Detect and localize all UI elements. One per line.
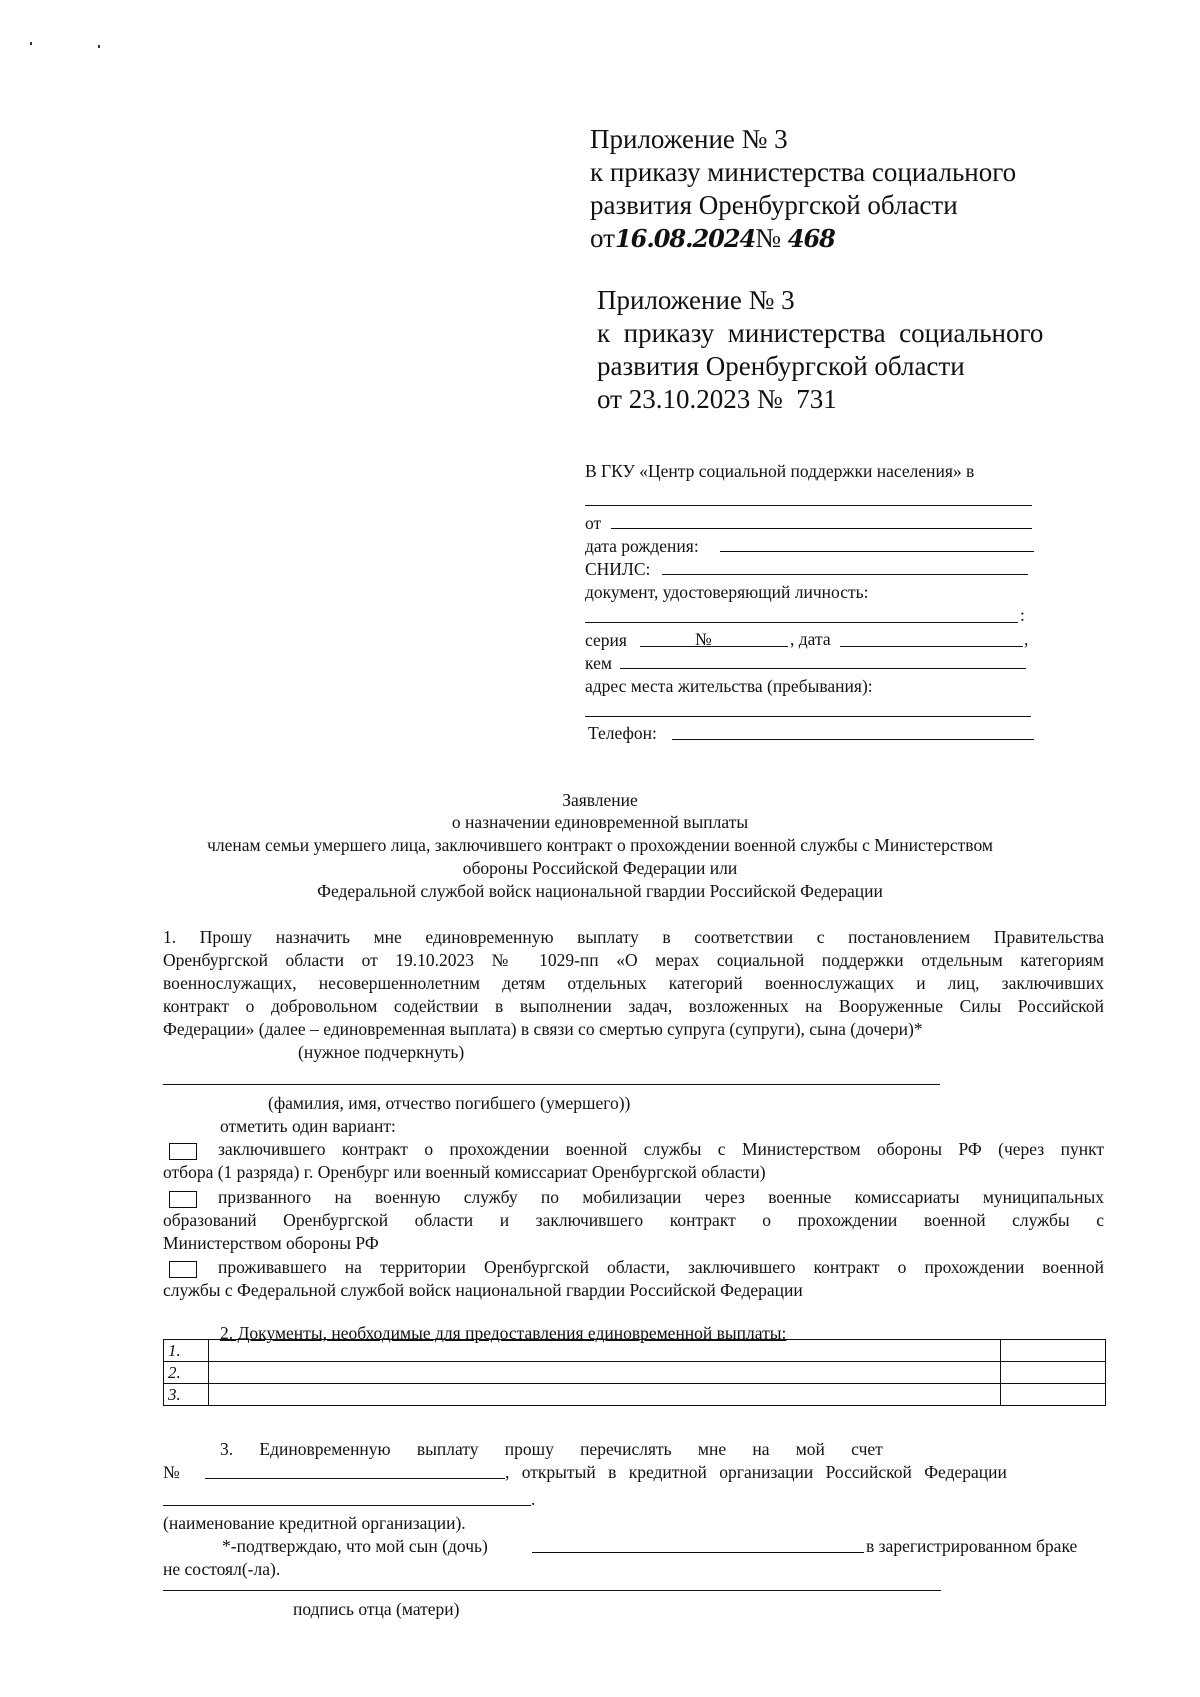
account-opened-text: , открытый в кредитной организации Российской Федерации <box>505 1462 1007 1482</box>
document-extra-cell[interactable] <box>1001 1384 1106 1406</box>
appendix-date-line <box>590 222 1016 255</box>
table-row <box>164 1384 1106 1406</box>
document-subtitle-line: обороны Российской Федерации или <box>462 858 738 878</box>
confirm-line-2: не состоял(-ла). <box>163 1559 281 1579</box>
option-3-text: проживавшего на территории Оренбургской области, заключившего контракт о прохождении военной <box>218 1257 1104 1277</box>
option-3-checkbox[interactable] <box>169 1261 197 1278</box>
underline-note: (нужное подчеркнуть) <box>298 1042 465 1062</box>
addressee-to: В ГКУ «Центр социальной поддержки населения» в <box>585 461 975 481</box>
option-2-checkbox[interactable] <box>169 1191 197 1208</box>
documents-table <box>163 1339 1106 1406</box>
series-field[interactable] <box>640 646 788 647</box>
confirm-suffix: в зарегистрированном браке <box>866 1536 1078 1556</box>
handwritten-number: 468 <box>787 224 835 253</box>
birth-date-label: дата рождения: <box>585 536 699 556</box>
document-name-cell[interactable] <box>209 1362 1001 1384</box>
issue-date-comma: , <box>1024 629 1029 649</box>
paragraph-line: 1. Прошу назначить мне единовременную выплату в соответствии с постановлением Правительства <box>163 927 1104 947</box>
handwritten-date: 16.08.2024 <box>614 224 756 253</box>
id-document-label: документ, удостоверяющий личность: <box>585 582 869 602</box>
payment-line: 3. Единовременную выплату прошу перечислять мне на мой счет <box>220 1439 883 1459</box>
appendix-previous <box>597 284 1043 416</box>
issue-date-label: , дата <box>790 629 831 649</box>
paragraph-line: контракт о добровольном содействии в выполнении задач, возложенных на Вооруженные Силы Российской <box>163 996 1104 1016</box>
deceased-name-field[interactable] <box>163 1084 940 1085</box>
bank-name-field[interactable] <box>163 1505 531 1506</box>
document-extra-cell[interactable] <box>1001 1362 1106 1384</box>
option-2-text-cont: образований Оренбургской области и заключившего контракт о прохождении военной службы с <box>163 1210 1104 1230</box>
option-3-text-cont: службы с Федеральной службой войск национальной гвардии Российской Федерации <box>163 1280 803 1300</box>
issue-date-field[interactable] <box>840 646 1023 647</box>
option-1-checkbox[interactable] <box>169 1143 197 1160</box>
snils-field[interactable] <box>662 574 1028 575</box>
row-number: 2. <box>164 1362 209 1384</box>
series-label: серия <box>585 630 627 650</box>
row-number: 3. <box>164 1384 209 1406</box>
choose-one-label: отметить один вариант: <box>220 1116 396 1136</box>
appendix-title: Приложение № 3 <box>590 124 788 154</box>
document-subtitle-line: Федеральной службой войск национальной гвардии Российской Федерации <box>317 881 883 901</box>
birth-date-field[interactable] <box>720 551 1034 552</box>
account-number-label: № <box>163 1462 180 1482</box>
appendix-title: Приложение № 3 <box>597 285 795 315</box>
deceased-name-caption: (фамилия, имя, отчество погибшего (умершего)) <box>268 1093 631 1113</box>
document-subtitle-line: членам семьи умершего лица, заключившего контракт о прохождении военной службы с Министерством <box>207 835 993 855</box>
signature-field[interactable] <box>163 1590 941 1591</box>
issued-by-label: кем <box>585 653 612 673</box>
addressee-office-line[interactable] <box>585 505 1032 506</box>
row-number: 1. <box>164 1340 209 1362</box>
option-1-text: заключившего контракт о прохождении военной службы с Министерством обороны РФ (через пункт <box>218 1139 1104 1159</box>
paragraph-line: Федерации» (далее – единовременная выплата) в связи со смертью супруга (супруги), сына (дочери)* <box>163 1019 923 1039</box>
document-subtitle: о назначении единовременной выплаты <box>451 812 749 832</box>
confirm-prefix: *-подтверждаю, что мой сын (дочь) <box>222 1536 488 1556</box>
date-prefix: от <box>590 223 615 253</box>
appendix-date-line: от 23.10.2023 № 731 <box>597 384 837 414</box>
son-name-field[interactable] <box>532 1552 864 1553</box>
snils-label: СНИЛС: <box>585 559 651 579</box>
account-number-field[interactable] <box>205 1478 505 1479</box>
signature-caption: подпись отца (матери) <box>293 1599 460 1619</box>
scan-speck <box>98 45 100 48</box>
table-row <box>164 1362 1106 1384</box>
document-extra-cell[interactable] <box>1001 1340 1106 1362</box>
appendix-current <box>590 123 1016 255</box>
appendix-order-line: к приказу министерства социального <box>590 157 1017 187</box>
option-2-text-cont: Министерством обороны РФ <box>163 1233 379 1253</box>
address-field[interactable] <box>585 716 1031 717</box>
passport-number-label: № <box>695 629 712 649</box>
bank-name-caption: (наименование кредитной организации). <box>163 1513 466 1533</box>
phone-field[interactable] <box>672 739 1034 740</box>
document-name-cell[interactable] <box>209 1384 1001 1406</box>
id-document-field[interactable] <box>585 622 1018 623</box>
id-document-colon: : <box>1020 605 1025 625</box>
document-name-cell[interactable] <box>209 1340 1001 1362</box>
document-title: Заявление <box>562 790 638 810</box>
issued-by-field[interactable] <box>620 668 1026 669</box>
table-row <box>164 1340 1106 1362</box>
appendix-ministry-line: развития Оренбургской области <box>597 351 965 381</box>
option-1-text-cont: отбора (1 разряда) г. Оренбург или военный комиссариат Оренбургской области) <box>163 1162 766 1182</box>
from-field[interactable] <box>611 528 1032 529</box>
bank-name-dot: . <box>531 1489 536 1509</box>
option-2-text: призванного на военную службу по мобилизации через военные комиссариаты муниципальных <box>218 1187 1104 1207</box>
appendix-ministry-line: развития Оренбургской области <box>590 190 958 220</box>
phone-label: Телефон: <box>588 723 657 743</box>
address-label: адрес места жительства (пребывания): <box>585 676 873 696</box>
paragraph-line: военнослужащих, несовершеннолетним детям отдельных категорий военнослужащих и лиц, заключивших <box>163 973 1104 993</box>
paragraph-line: Оренбургской области от 19.10.2023 № 1029-пп «О мерах социальной поддержки отдельным категориям <box>163 950 1104 970</box>
number-prefix: № <box>755 223 782 253</box>
documents-heading: 2. Документы, необходимые для предоставления единовременной выплаты: <box>220 1323 787 1343</box>
from-label: от <box>585 513 602 533</box>
scan-speck <box>30 42 32 45</box>
appendix-order-line: к приказу министерства социального <box>597 318 1044 348</box>
